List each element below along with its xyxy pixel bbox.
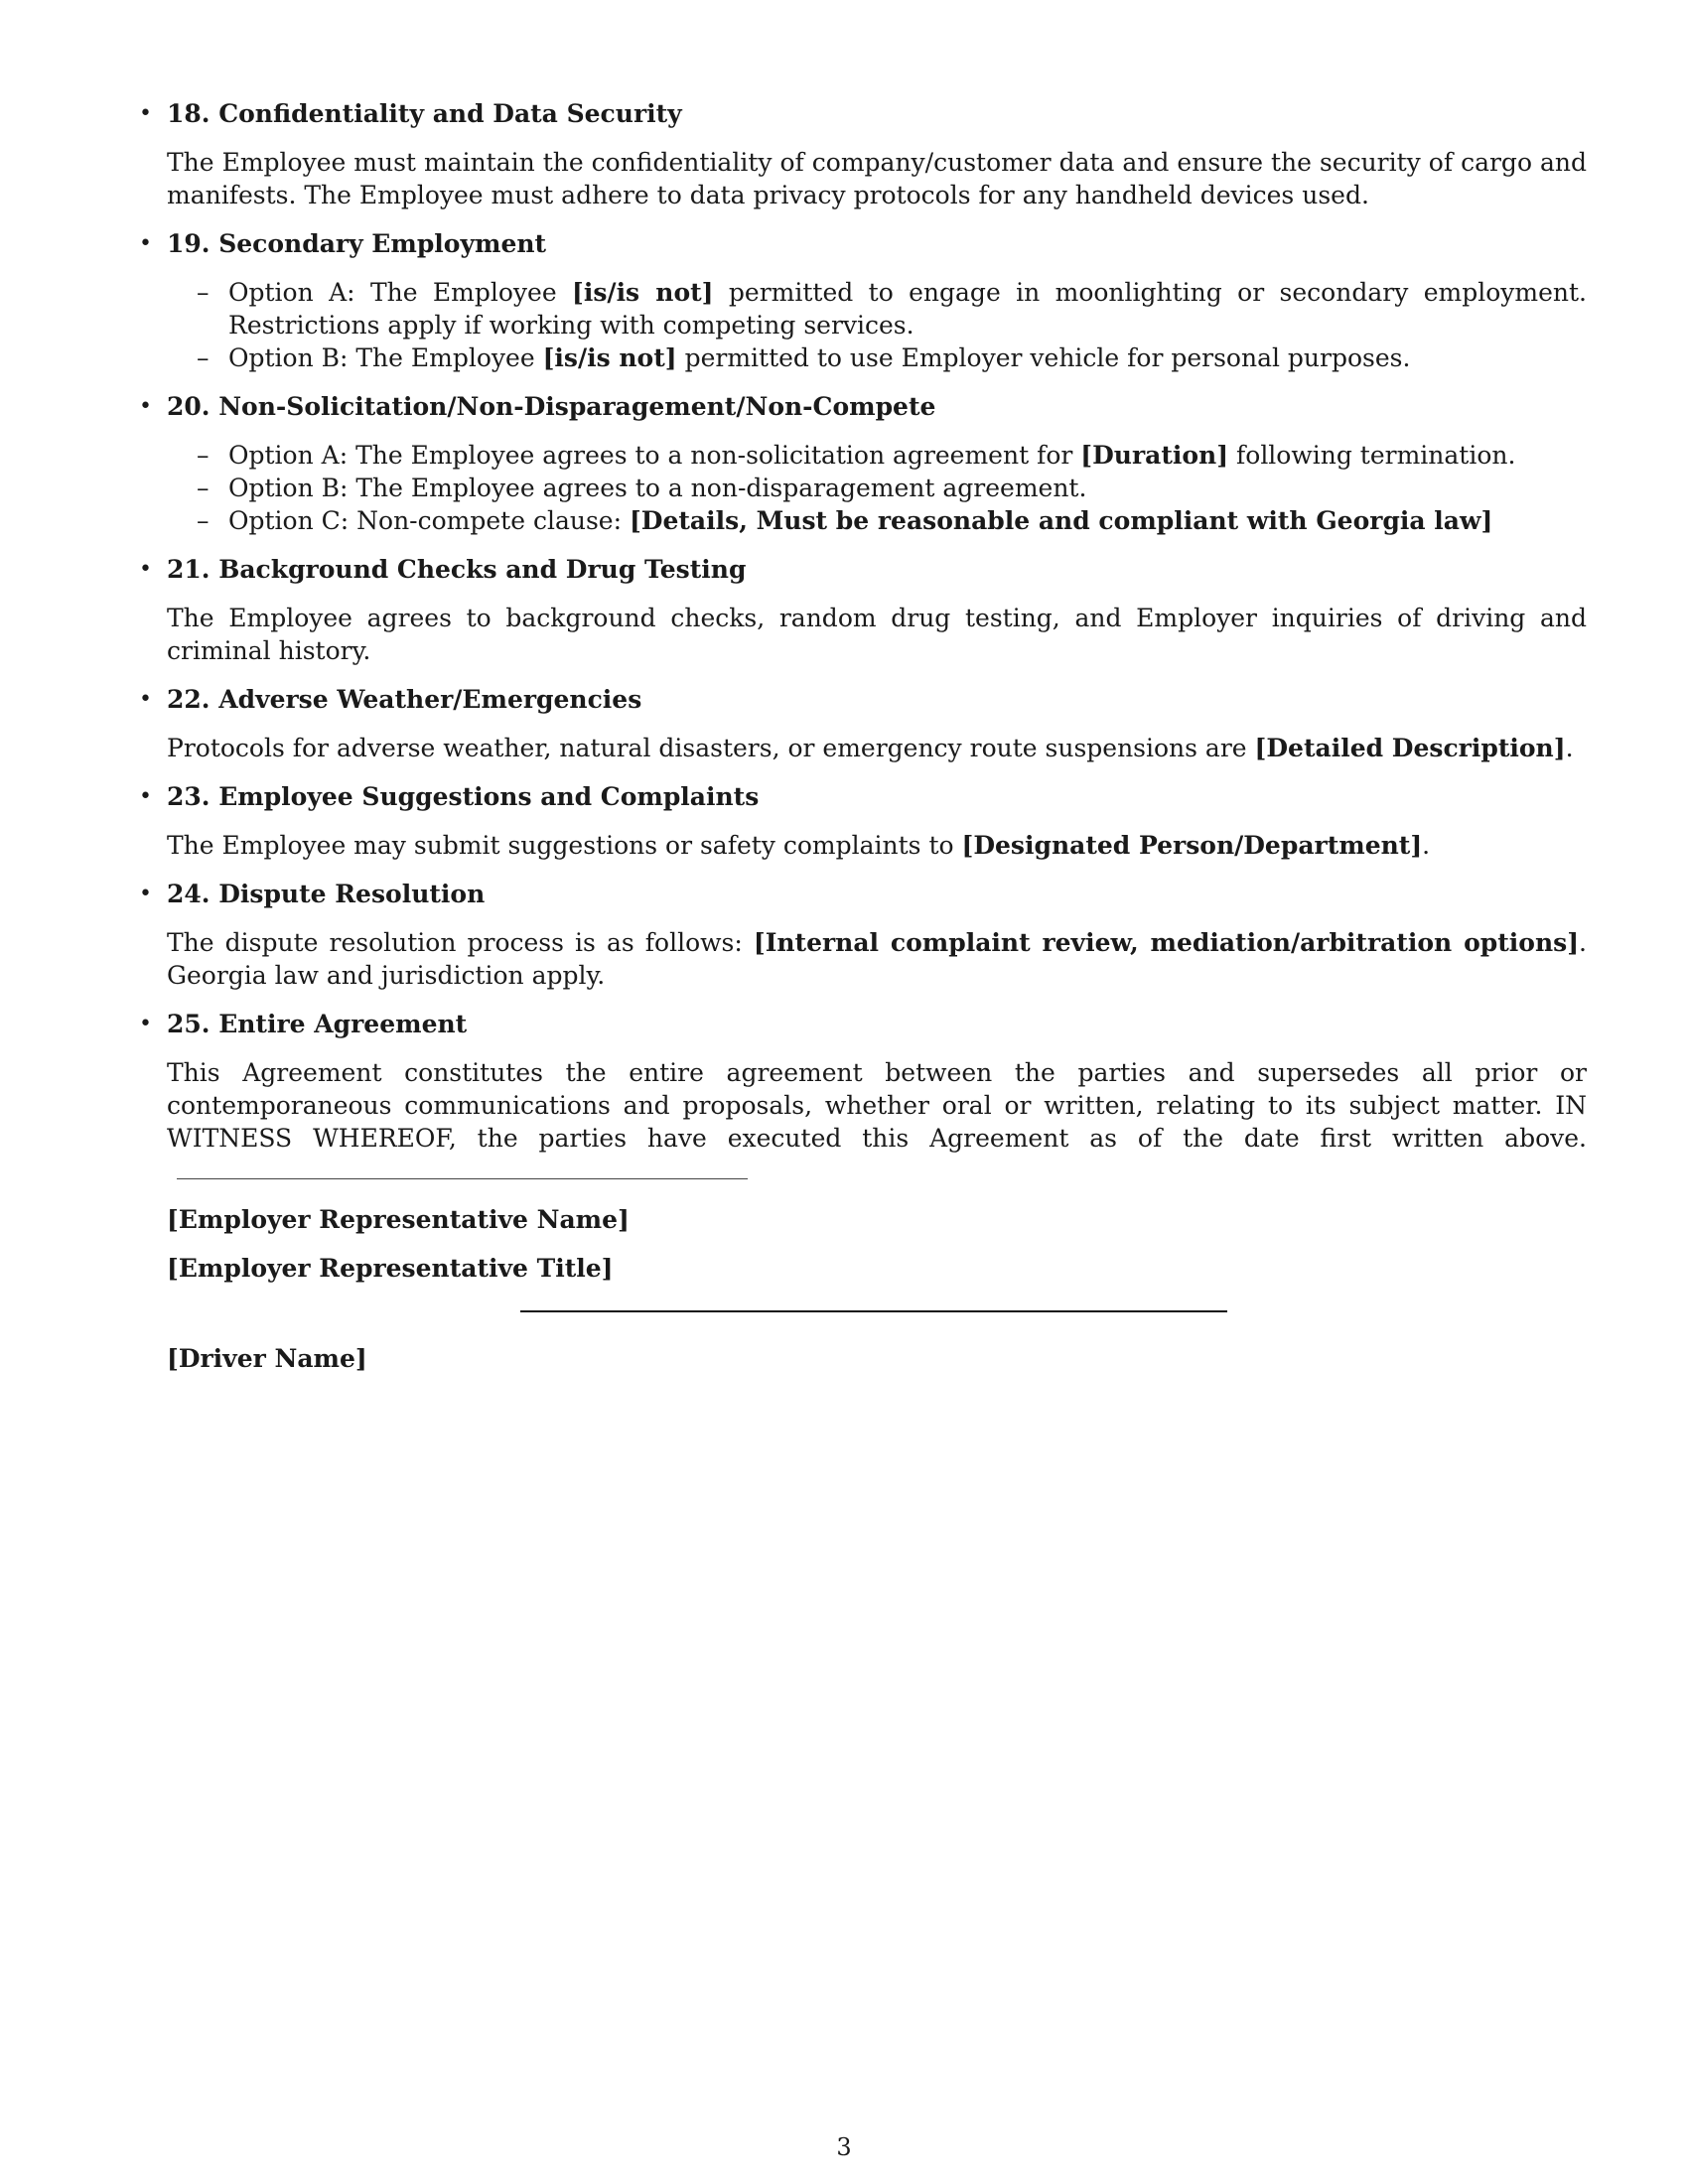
section-21 <box>139 553 1587 667</box>
dash: – <box>197 343 210 372</box>
document-body <box>139 97 1587 1375</box>
paragraph-text: . <box>1565 734 1574 762</box>
section-title: 20. Non-Solicitation/Non-Disparagement/Non-Compete <box>167 392 936 421</box>
dash: – <box>197 506 210 535</box>
section-title: 23. Employee Suggestions and Complaints <box>167 782 760 811</box>
placeholder-field: [is/is not] <box>542 343 677 372</box>
section-heading <box>139 1008 1587 1040</box>
section-paragraph <box>167 926 1587 992</box>
section-20 <box>139 390 1587 537</box>
section-25 <box>139 1008 1587 1187</box>
section-heading <box>139 390 1587 423</box>
page-number: 3 <box>836 2133 852 2161</box>
section-title: 18. Confidentiality and Data Security <box>167 99 682 128</box>
placeholder-field: [is/is not] <box>572 278 714 307</box>
employer-representative-name <box>167 1203 1587 1236</box>
paragraph-text: The dispute resolution process is as follows: <box>167 928 754 957</box>
section-heading <box>139 878 1587 910</box>
option-text: permitted to engage in moonlighting or secondary employment. Restrictions apply if working with competing services. <box>228 278 1587 340</box>
section-heading <box>139 683 1587 716</box>
option-item <box>167 276 1587 341</box>
employer-representative-title <box>167 1252 1587 1285</box>
option-list <box>167 439 1587 537</box>
placeholder-field: [Driver Name] <box>167 1344 367 1373</box>
section-24 <box>139 878 1587 992</box>
placeholder-field: [Employer Representative Name] <box>167 1205 630 1234</box>
section-paragraph <box>167 1056 1587 1187</box>
bullet: • <box>139 101 152 126</box>
placeholder-field: [Duration] <box>1080 441 1229 470</box>
placeholder-field: [Detailed Description] <box>1254 734 1566 762</box>
bullet: • <box>139 687 152 712</box>
section-title: 21. Background Checks and Drug Testing <box>167 555 747 584</box>
option-list <box>167 276 1587 374</box>
section-heading <box>139 553 1587 586</box>
section-title: 19. Secondary Employment <box>167 229 547 258</box>
section-paragraph <box>167 732 1587 764</box>
paragraph-text: . <box>1422 831 1431 860</box>
section-23 <box>139 780 1587 862</box>
section-19 <box>139 227 1587 374</box>
option-text: permitted to use Employer vehicle for personal purposes. <box>676 343 1411 372</box>
bullet: • <box>139 557 152 582</box>
bullet: • <box>139 1012 152 1036</box>
option-text: Option A: The Employee agrees to a non-solicitation agreement for <box>228 441 1081 470</box>
bullet: • <box>139 784 152 809</box>
paragraph-text: Protocols for adverse weather, natural disasters, or emergency route suspensions are <box>167 734 1255 762</box>
option-text: following termination. <box>1228 441 1516 470</box>
section-paragraph: The Employee must maintain the confidentiality of company/customer data and ensure the security of cargo and manifests. The Employee must adhere to data privacy protocols for any handheld devices used. <box>167 148 1587 209</box>
section-title: 25. Entire Agreement <box>167 1010 468 1038</box>
placeholder-field: [Details, Must be reasonable and compliant with Georgia law] <box>629 506 1493 535</box>
signature-line <box>177 1178 748 1179</box>
section-heading <box>139 780 1587 813</box>
section-18 <box>139 97 1587 211</box>
section-title: 24. Dispute Resolution <box>167 880 486 908</box>
section-title: 22. Adverse Weather/Emergencies <box>167 685 642 714</box>
section-heading <box>139 97 1587 130</box>
bullet: • <box>139 394 152 419</box>
option-item <box>167 504 1587 537</box>
section-paragraph: The Employee agrees to background checks, random drug testing, and Employer inquiries of driving and criminal history. <box>167 604 1587 665</box>
placeholder-field: [Internal complaint review, mediation/arbitration options] <box>753 928 1580 957</box>
option-text: Option B: The Employee <box>228 343 543 372</box>
dash: – <box>197 441 210 470</box>
dash: – <box>197 474 210 502</box>
dash: – <box>197 278 210 307</box>
driver-signature-line <box>520 1310 1227 1312</box>
bullet: • <box>139 231 152 256</box>
option-item <box>167 439 1587 472</box>
option-item <box>167 341 1587 374</box>
section-22 <box>139 683 1587 764</box>
paragraph-text: . Georgia law and jurisdiction apply. <box>167 928 1587 990</box>
paragraph-text: The Employee may submit suggestions or safety complaints to <box>167 831 962 860</box>
placeholder-field: [Employer Representative Title] <box>167 1254 614 1283</box>
bullet: • <box>139 882 152 906</box>
driver-name <box>167 1342 1587 1375</box>
signature-block <box>167 1203 1587 1375</box>
option-text: Option A: The Employee <box>228 278 573 307</box>
section-heading <box>139 227 1587 260</box>
placeholder-field: [Designated Person/Department] <box>961 831 1423 860</box>
option-text: Option C: Non-compete clause: <box>228 506 630 535</box>
option-item <box>167 472 1587 504</box>
option-text: Option B: The Employee agrees to a non-disparagement agreement. <box>228 474 1087 502</box>
paragraph-text: This Agreement constitutes the entire agreement between the parties and supersedes all prior or contemporaneous communications and proposals, whether oral or written, relating to its subject matter. IN WITNESS WHEREOF, the parties have executed this Agreement as of the date first written above. <box>167 1058 1587 1153</box>
section-paragraph <box>167 829 1587 862</box>
